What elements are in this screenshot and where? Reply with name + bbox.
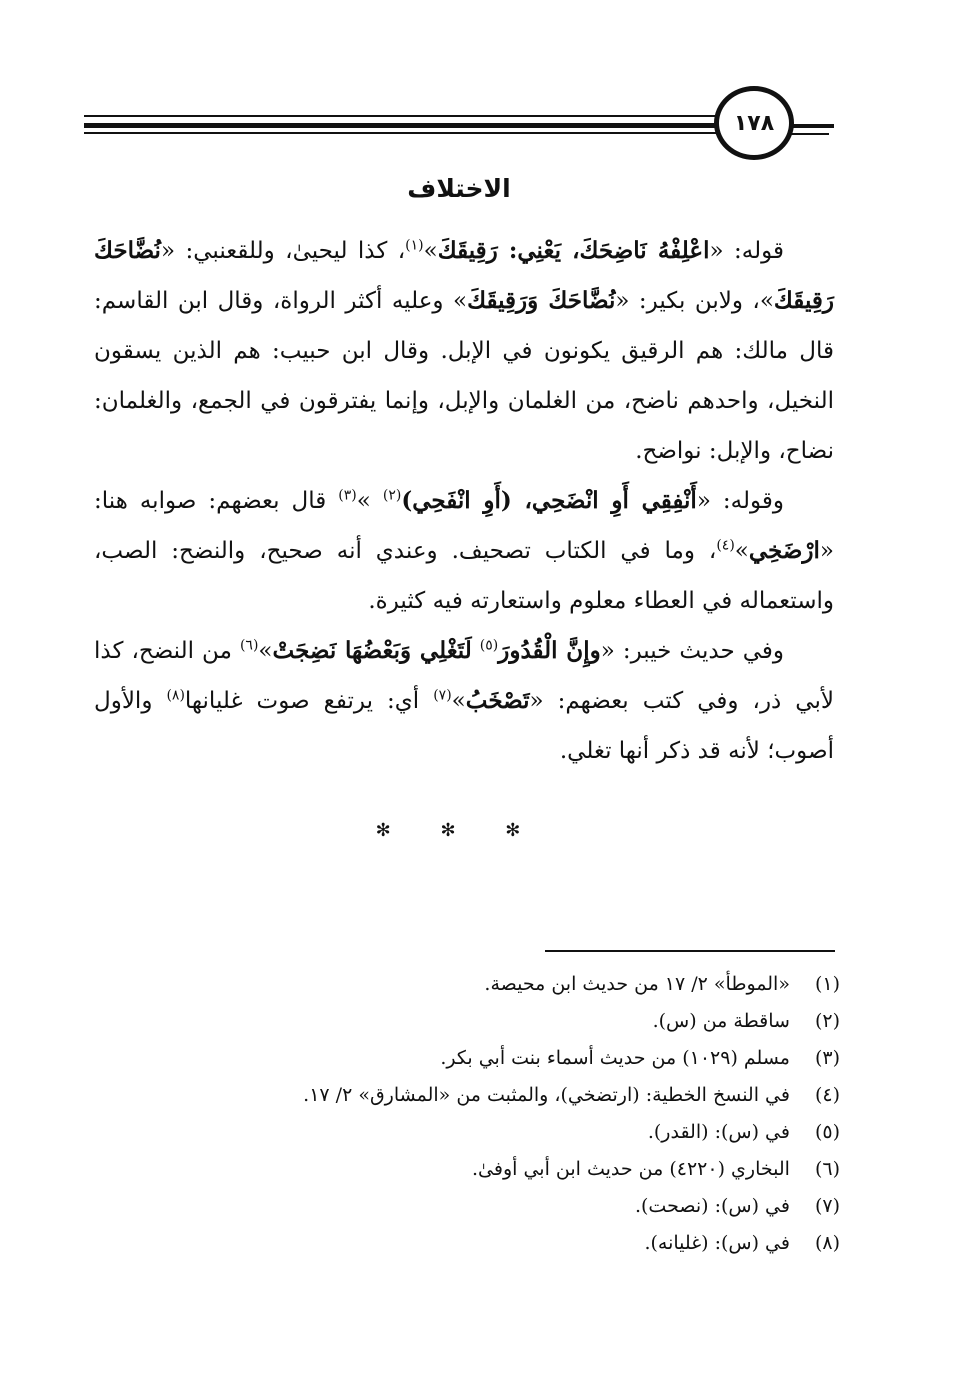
- footnote-item: [200, 1225, 840, 1262]
- section-separator: ✻ ✻ ✻: [375, 820, 543, 841]
- footnote-number: (٧): [814, 1195, 840, 1217]
- header-rule-right: [789, 124, 834, 128]
- footnote-text: في (س): (نصحت).: [634, 1195, 796, 1217]
- quoted-hadith-text: نُضَّاحَكَ رَقِيقَكَ: [94, 237, 834, 314]
- footnote-text: ساقطة من (س).: [652, 1010, 796, 1032]
- paragraph-text: »: [451, 688, 466, 714]
- paragraph-text: ، كذا ليحيىٰ، وللقعنبي: «: [160, 238, 406, 264]
- body-text: [94, 226, 834, 776]
- paragraph-text: [472, 638, 480, 664]
- footnote-text: في (س): (القدر).: [647, 1121, 796, 1143]
- paragraph-text: وفي حديث خيبر: «: [600, 638, 784, 664]
- footnotes: [200, 966, 840, 1262]
- footnote-number: (٣): [814, 1047, 840, 1069]
- footnote-item: [200, 1003, 840, 1040]
- page-number-oval: [714, 86, 794, 160]
- footnote-reference: (٦): [239, 637, 259, 654]
- header-rule-top: [84, 115, 724, 117]
- quoted-hadith-text: تَصْخَبُ: [465, 687, 530, 714]
- paragraph-text: » وعليه أكثر الرواة، وقال ابن القاسم: قال مالك: هم الرقيق يكونون في الإبل. وقال ابن حبيب: هم الذين يسقون النخيل، واحدهم ناضح، من الغلمان والإبل، وإنما يفترقون في الجمع، والغلمان: نضاح، والإبل: نواضح.: [94, 288, 834, 464]
- footnote-reference: (١): [405, 237, 424, 254]
- footnote-number: (١): [814, 973, 840, 995]
- header-rule-thin: [84, 132, 724, 134]
- footnote-text: البخاري (٤٢٢٠) من حديث ابن أبي أوفىٰ.: [472, 1158, 796, 1180]
- footnote-reference: (٥): [479, 637, 499, 654]
- footnote-reference: (٧): [433, 687, 452, 704]
- footnote-item: [200, 1114, 840, 1151]
- paragraph-text: من النضح، كذا لأبي ذر، وفي كتب بعضهم: «: [94, 638, 834, 714]
- footnote-reference: (٣): [338, 487, 357, 504]
- quoted-hadith-text: أَنْفِقِي أَوِ انْضَحِي، (أَوِ انْفَحِي): [401, 487, 697, 514]
- body-paragraph: [94, 626, 834, 776]
- paragraph-text: وقوله: «: [696, 488, 784, 514]
- footnote-text: مسلم (١٠٢٩) من حديث أسماء بنت أبي بكر.: [440, 1047, 796, 1069]
- paragraph-text: »: [734, 538, 749, 564]
- header-rule-thick: [84, 123, 724, 128]
- footnote-text: في (س): (غليانه).: [644, 1232, 796, 1254]
- paragraph-text: أي: يرتفع صوت غليانها: [184, 688, 434, 714]
- footnote-number: (٨): [814, 1232, 840, 1254]
- footnote-item: [200, 966, 840, 1003]
- footnote-reference: (٤): [716, 537, 735, 554]
- quoted-hadith-text: وإِنَّ الْقُدُورَ: [498, 637, 601, 664]
- footnote-number: (٥): [814, 1121, 840, 1143]
- quoted-hadith-text: اعْلِفْهُ نَاضِحَكَ، يَعْنِي: رَقِيقَكَ: [437, 237, 710, 264]
- paragraph-text: »: [258, 638, 273, 664]
- footnote-reference: (٨): [166, 687, 185, 704]
- paragraph-text: قال بعضهم: صوابه هنا: «: [94, 488, 834, 564]
- header-rule-right-thin: [789, 133, 829, 135]
- paragraph-text: »، ولابن بكير: «: [615, 288, 774, 314]
- footnote-item: [200, 1188, 840, 1225]
- chapter-title: الاختلاف: [407, 174, 511, 203]
- paragraph-text: والأول أصوب؛ لأنه قد ذكر أنها تغلي.: [94, 688, 834, 764]
- footnote-text: في النسخ الخطية: (ارتضخي)، والمثبت من «المشارق» ٢/ ١٧.: [303, 1084, 796, 1106]
- footnote-text: «الموطأ» ٢/ ١٧ من حديث ابن محيصة.: [484, 973, 796, 995]
- footnote-number: (٦): [814, 1158, 840, 1180]
- paragraph-text: »: [423, 238, 438, 264]
- quoted-hadith-text: لَتَغْلِي وَبَعْضُهَا نَضِجَتْ: [272, 637, 472, 664]
- page-header: [84, 86, 834, 166]
- footnote-number: (٤): [814, 1084, 840, 1106]
- paragraph-text: قوله: «: [709, 238, 784, 264]
- footnote-item: [200, 1040, 840, 1077]
- paragraph-text: »: [356, 488, 383, 514]
- footnote-reference: (٢): [382, 487, 402, 504]
- footnote-item: [200, 1151, 840, 1188]
- paragraph-text: ، وما في الكتاب تصحيف. وعندي أنه صحيح، والنضح: الصب، واستعماله في العطاء معلوم واستعارته فيه كثيرة.: [94, 538, 834, 614]
- quoted-hadith-text: ارْضَخِي: [748, 537, 820, 564]
- footnote-number: (٢): [814, 1010, 840, 1032]
- page-number: ١٧٨: [733, 110, 775, 136]
- footnote-item: [200, 1077, 840, 1114]
- quoted-hadith-text: نُضَّاحَكَ وَرَقِيقَكَ: [467, 287, 616, 314]
- body-paragraph: [94, 226, 834, 476]
- body-paragraph: [94, 476, 834, 626]
- footnote-rule: [545, 950, 835, 952]
